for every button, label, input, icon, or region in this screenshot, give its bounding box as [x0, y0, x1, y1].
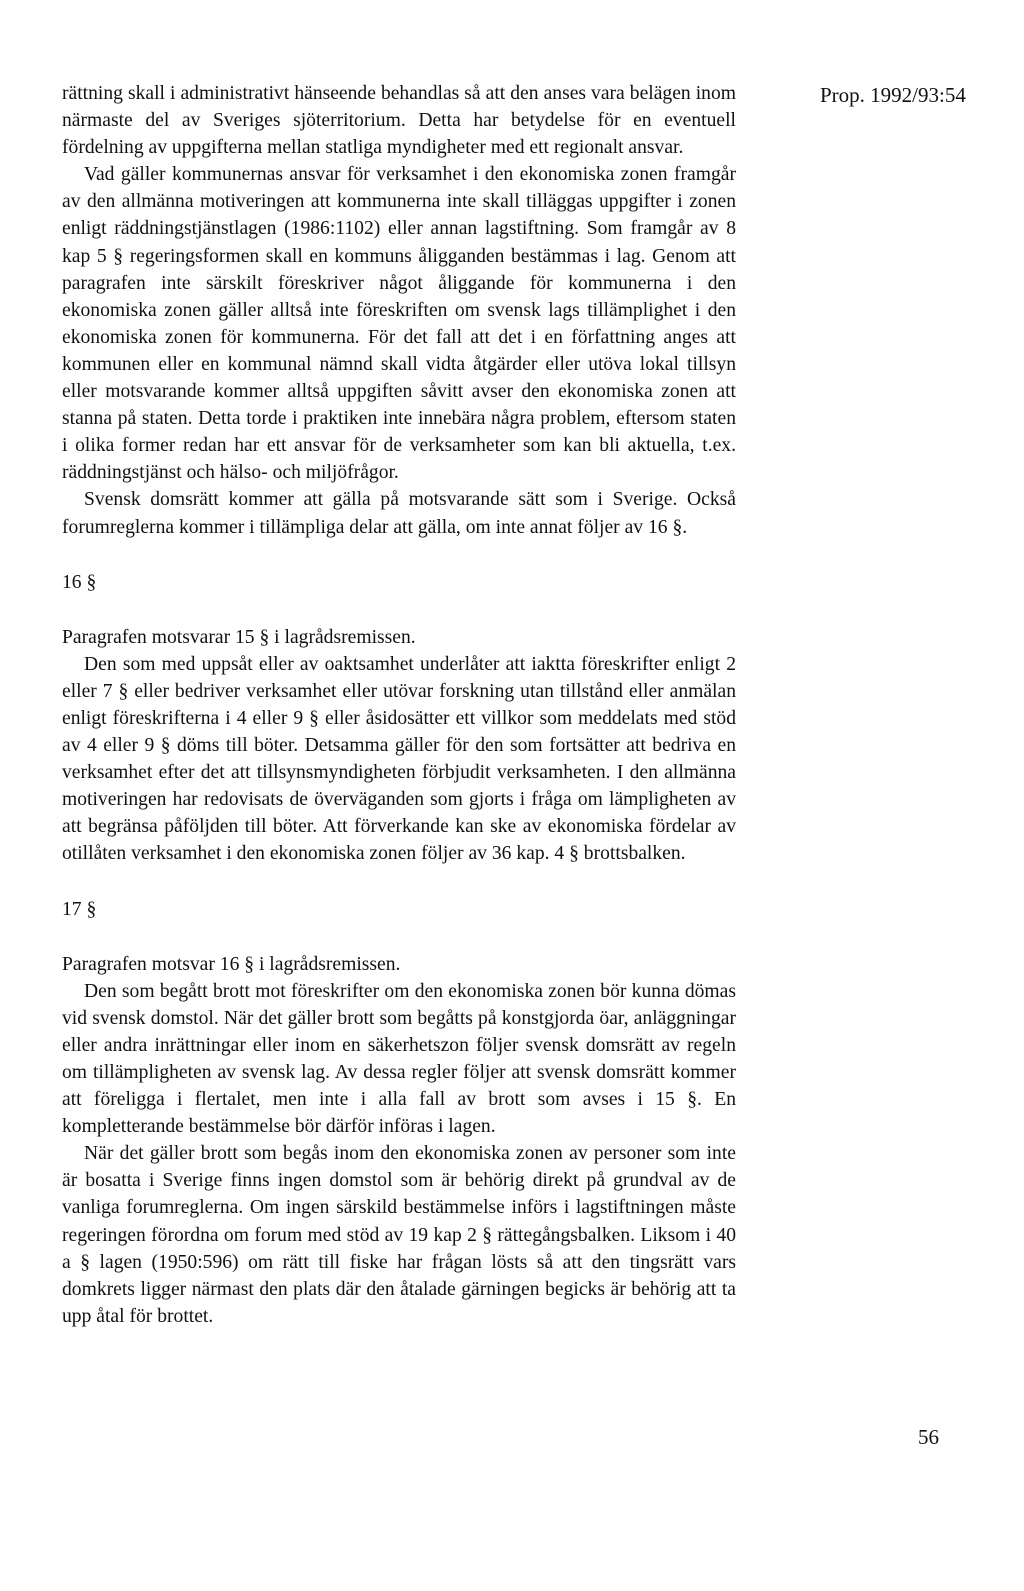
paragraph-17-swedish-court: Den som begått brott mot föreskrifter om den ekonomiska zonen bör kunna dömas vid svensk domstol. När det gäller brott som begåtts på konstgjorda öar, anläggningar eller andra inrättningar eller inom en säkerhetszon följer svensk domsrätt av regeln om tillämpligheten av svensk lag. Av dessa regler följer att svensk domsrätt kommer att föreligga i flertalet, men inte i alla fall av brott som avses i 15 §. En kompletterande bestämmelse bör därför införas i lagen.	[62, 980, 736, 1138]
paragraph-intro: rättning skall i administrativt hänseende behandlas så att den anses vara belägen inom närmaste del av Sveriges sjöterritorium. Detta har betydelse för en eventuell fördelning av uppgifterna mellan statliga myndigheter med ett regionalt ansvar.	[62, 83, 736, 159]
paragraph-17-correspondence: Paragrafen motsvar 16 § i lagrådsremissen.	[62, 953, 401, 975]
paragraph-16-penalties: Den som med uppsåt eller av oaktsamhet underlåter att iaktta föreskrifter enligt 2 eller 7 § eller bedriver verksamhet eller utövar forskning utan tillstånd eller anmälan enligt föreskrifterna i 4 eller 9 § eller åsidosätter ett villkor som meddelats med stöd av 4 eller 9 § döms till böter. Detsamma gäller för den som fortsätter att bedriva en verksamhet efter det att tillsynsmyndigheten förbjudit verksamheten. I den allmänna motiveringen har redovisats de överväganden som gjorts i fråga om lämpligheten av att begränsa påföljden till böter. Att förverkande kan ske av ekonomiska fördelar av otillåten verksamhet i den ekonomiska zonen följer av 36 kap. 4 § brottsbalken.	[62, 653, 736, 865]
proposition-reference: Prop. 1992/93:54	[820, 83, 966, 107]
page-number: 56	[918, 1425, 939, 1449]
paragraph-municipal-responsibility: Vad gäller kommunernas ansvar för verksamhet i den ekonomiska zonen framgår av den allmänna motiveringen att kommunerna inte skall tilläggas uppgifter i zonen enligt räddningstjänstlagen (1986:1102) eller annan lagstiftning. Som framgår av 8 kap 5 § regeringsformen skall en kommuns åligganden bestämmas i lag. Genom att paragrafen inte särskilt föreskriver något åliggande för kommunerna i den ekonomiska zonen gäller alltså inte föreskriften om svensk lags tillämplighet i den ekonomiska zonen för kommunerna. För det fall att det i en författning anges att kommunen eller en kommunal nämnd skall vidta åtgärder eller utöva lokal tillsyn eller motsvarande kommer alltså uppgiften såvitt avser den ekonomiska zonen att stanna på staten. Detta torde i praktiken inte innebära några problem, eftersom staten i olika former redan har ett ansvar för de verksamheter som kan bli aktuella, t.ex. räddningstjänst och hälso- och miljöfrågor.	[62, 164, 736, 484]
paragraph-jurisdiction: Svensk domsrätt kommer att gälla på motsvarande sätt som i Sverige. Också forumreglerna kommer i tillämpliga delar att gälla, om inte annat följer av 16 §.	[62, 489, 736, 538]
paragraph-16-correspondence: Paragrafen motsvarar 15 § i lagrådsremissen.	[62, 626, 416, 648]
body-text	[62, 80, 736, 1330]
section-heading-17: 17 §	[62, 898, 97, 920]
section-heading-16: 16 §	[62, 571, 97, 593]
paragraph-17-forum: När det gäller brott som begås inom den ekonomiska zonen av personer som inte är bosatta i Sverige finns ingen domstol som är behörig direkt på grundval av de vanliga forumreglerna. Om ingen särskild bestämmelse införs i lagstiftningen måste regeringen förordna om forum med stöd av 19 kap 2 § rättegångsbalken. Liksom i 40 a § lagen (1950:596) om rätt till fiske har frågan lösts så att den tingsrätt vars domkrets ligger närmast den plats där den åtalade gärningen begicks är behörig att ta upp åtal för brottet.	[62, 1143, 736, 1327]
